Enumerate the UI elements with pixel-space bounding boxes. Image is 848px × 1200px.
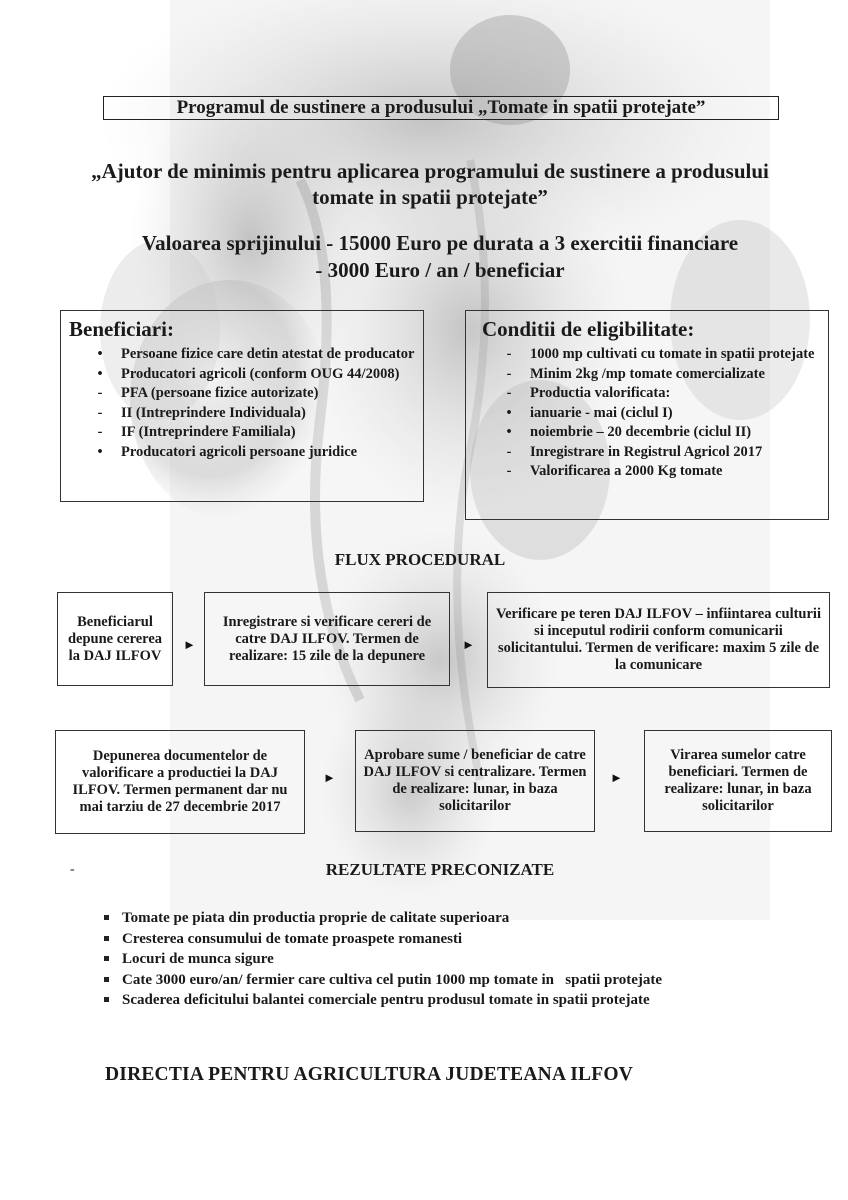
bullet-marker: • [97,365,103,382]
support-value-line-1: Valoarea sprijinului - 15000 Euro pe durata a 3 exercitii financiare [141,231,739,255]
list-item: • ianuarie - mai (ciclul I) [474,405,820,423]
square-bullet-icon [104,915,109,920]
flux-procedural-title: FLUX PROCEDURAL [334,550,506,569]
list-item: • Producatori agricoli (conform OUG 44/2008) [69,366,415,384]
flow-step-registration-verification: Inregistrare si verificare cereri de catre DAJ ILFOV. Termen de realizare: 15 zile de la depunere [204,592,450,686]
bullet-marker: - [506,443,512,460]
bullet-marker: • [97,346,103,362]
stray-mark: - [70,862,75,877]
list-item: - II (Intreprindere Individuala) [69,405,415,423]
expected-results-title: REZULTATE PRECONIZATE [325,860,555,879]
arrow-right-icon: ► [183,637,196,652]
bullet-marker: - [97,404,103,421]
list-item: • Persoane fizice care detin atestat de producator [69,346,415,364]
list-item: • noiembrie – 20 decembrie (ciclul II) [474,424,820,442]
bullet-marker: - [97,385,103,401]
flow-step-approval: Aprobare sume / beneficiar de catre DAJ ILFOV si centralizare. Termen de realizare: lunar, in baza solicitarilor [355,730,595,832]
flow-step-field-verification: Verificare pe teren DAJ ILFOV – infiintarea culturii si inceputul rodirii conform comunicarii solicitantului. Termen de verificare: maxim 5 zile de la comunicare [487,592,830,688]
beneficiaries-title: Beneficiari: [69,317,174,341]
list-item: - Productia valorificata: [474,385,820,403]
footer-organization: DIRECTIA PENTRU AGRICULTURA JUDETEANA ILFOV [105,1064,633,1085]
list-item: - Minim 2kg /mp tomate comercializate [474,366,820,384]
support-value-line-2: - 3000 Euro / an / beneficiar [315,258,565,282]
main-title: Programul de sustinere a produsului „Tomate in spatii protejate” [103,96,779,120]
list-item: Locuri de munca sigure [100,949,820,970]
bullet-marker: • [97,443,103,460]
eligibility-title: Conditii de eligibilitate: [482,317,695,341]
beneficiaries-list [69,346,415,461]
square-bullet-icon [104,936,109,941]
beneficiaries-box [60,310,424,502]
arrow-right-icon: ► [610,770,623,785]
list-item: - Valorificarea a 2000 Kg tomate [474,463,820,481]
square-bullet-icon [104,956,109,961]
list-item: - PFA (persoane fizice autorizate) [69,385,415,403]
expected-results [100,908,820,1011]
square-bullet-icon [104,977,109,982]
eligibility-box [465,310,829,520]
list-item: - Inregistrare in Registrul Agricol 2017 [474,444,820,462]
bullet-marker: - [97,424,103,440]
eligibility-list [474,346,820,481]
bullet-marker: - [506,346,512,362]
bullet-marker: - [506,463,512,479]
bullet-marker: - [506,385,512,401]
support-value [80,230,800,284]
flow-step-payment: Virarea sumelor catre beneficiari. Termen de realizare: lunar, in baza solicitarilor [644,730,832,832]
list-item: Tomate pe piata din productia proprie de calitate superioara [100,908,820,929]
arrow-right-icon: ► [323,770,336,785]
bullet-marker: • [506,404,512,421]
arrow-right-icon: ► [462,637,475,652]
flow-step-submit-request: Beneficiarul depune cererea la DAJ ILFOV [57,592,173,686]
flow-step-submit-documents: Depunerea documentelor de valorificare a productiei la DAJ ILFOV. Termen permanent dar nu mai tarziu de 27 decembrie 2017 [55,730,305,834]
list-item: - 1000 mp cultivati cu tomate in spatii protejate [474,346,820,364]
bullet-marker: • [506,424,512,440]
subtitle: „Ajutor de minimis pentru aplicarea programului de sustinere a produsului tomate in spatii protejate” [91,159,769,209]
list-item: • Producatori agricoli persoane juridice [69,444,415,462]
list-item: - IF (Intreprindere Familiala) [69,424,415,442]
list-item: Cresterea consumului de tomate proaspete romanesti [100,929,820,950]
list-item: Cate 3000 euro/an/ fermier care cultiva cel putin 1000 mp tomate in spatii protejate [100,970,820,991]
square-bullet-icon [104,997,109,1002]
bullet-marker: - [506,365,512,382]
expected-results-list [100,908,820,1011]
list-item: Scaderea deficitului balantei comerciale pentru produsul tomate in spatii protejate [100,990,820,1011]
